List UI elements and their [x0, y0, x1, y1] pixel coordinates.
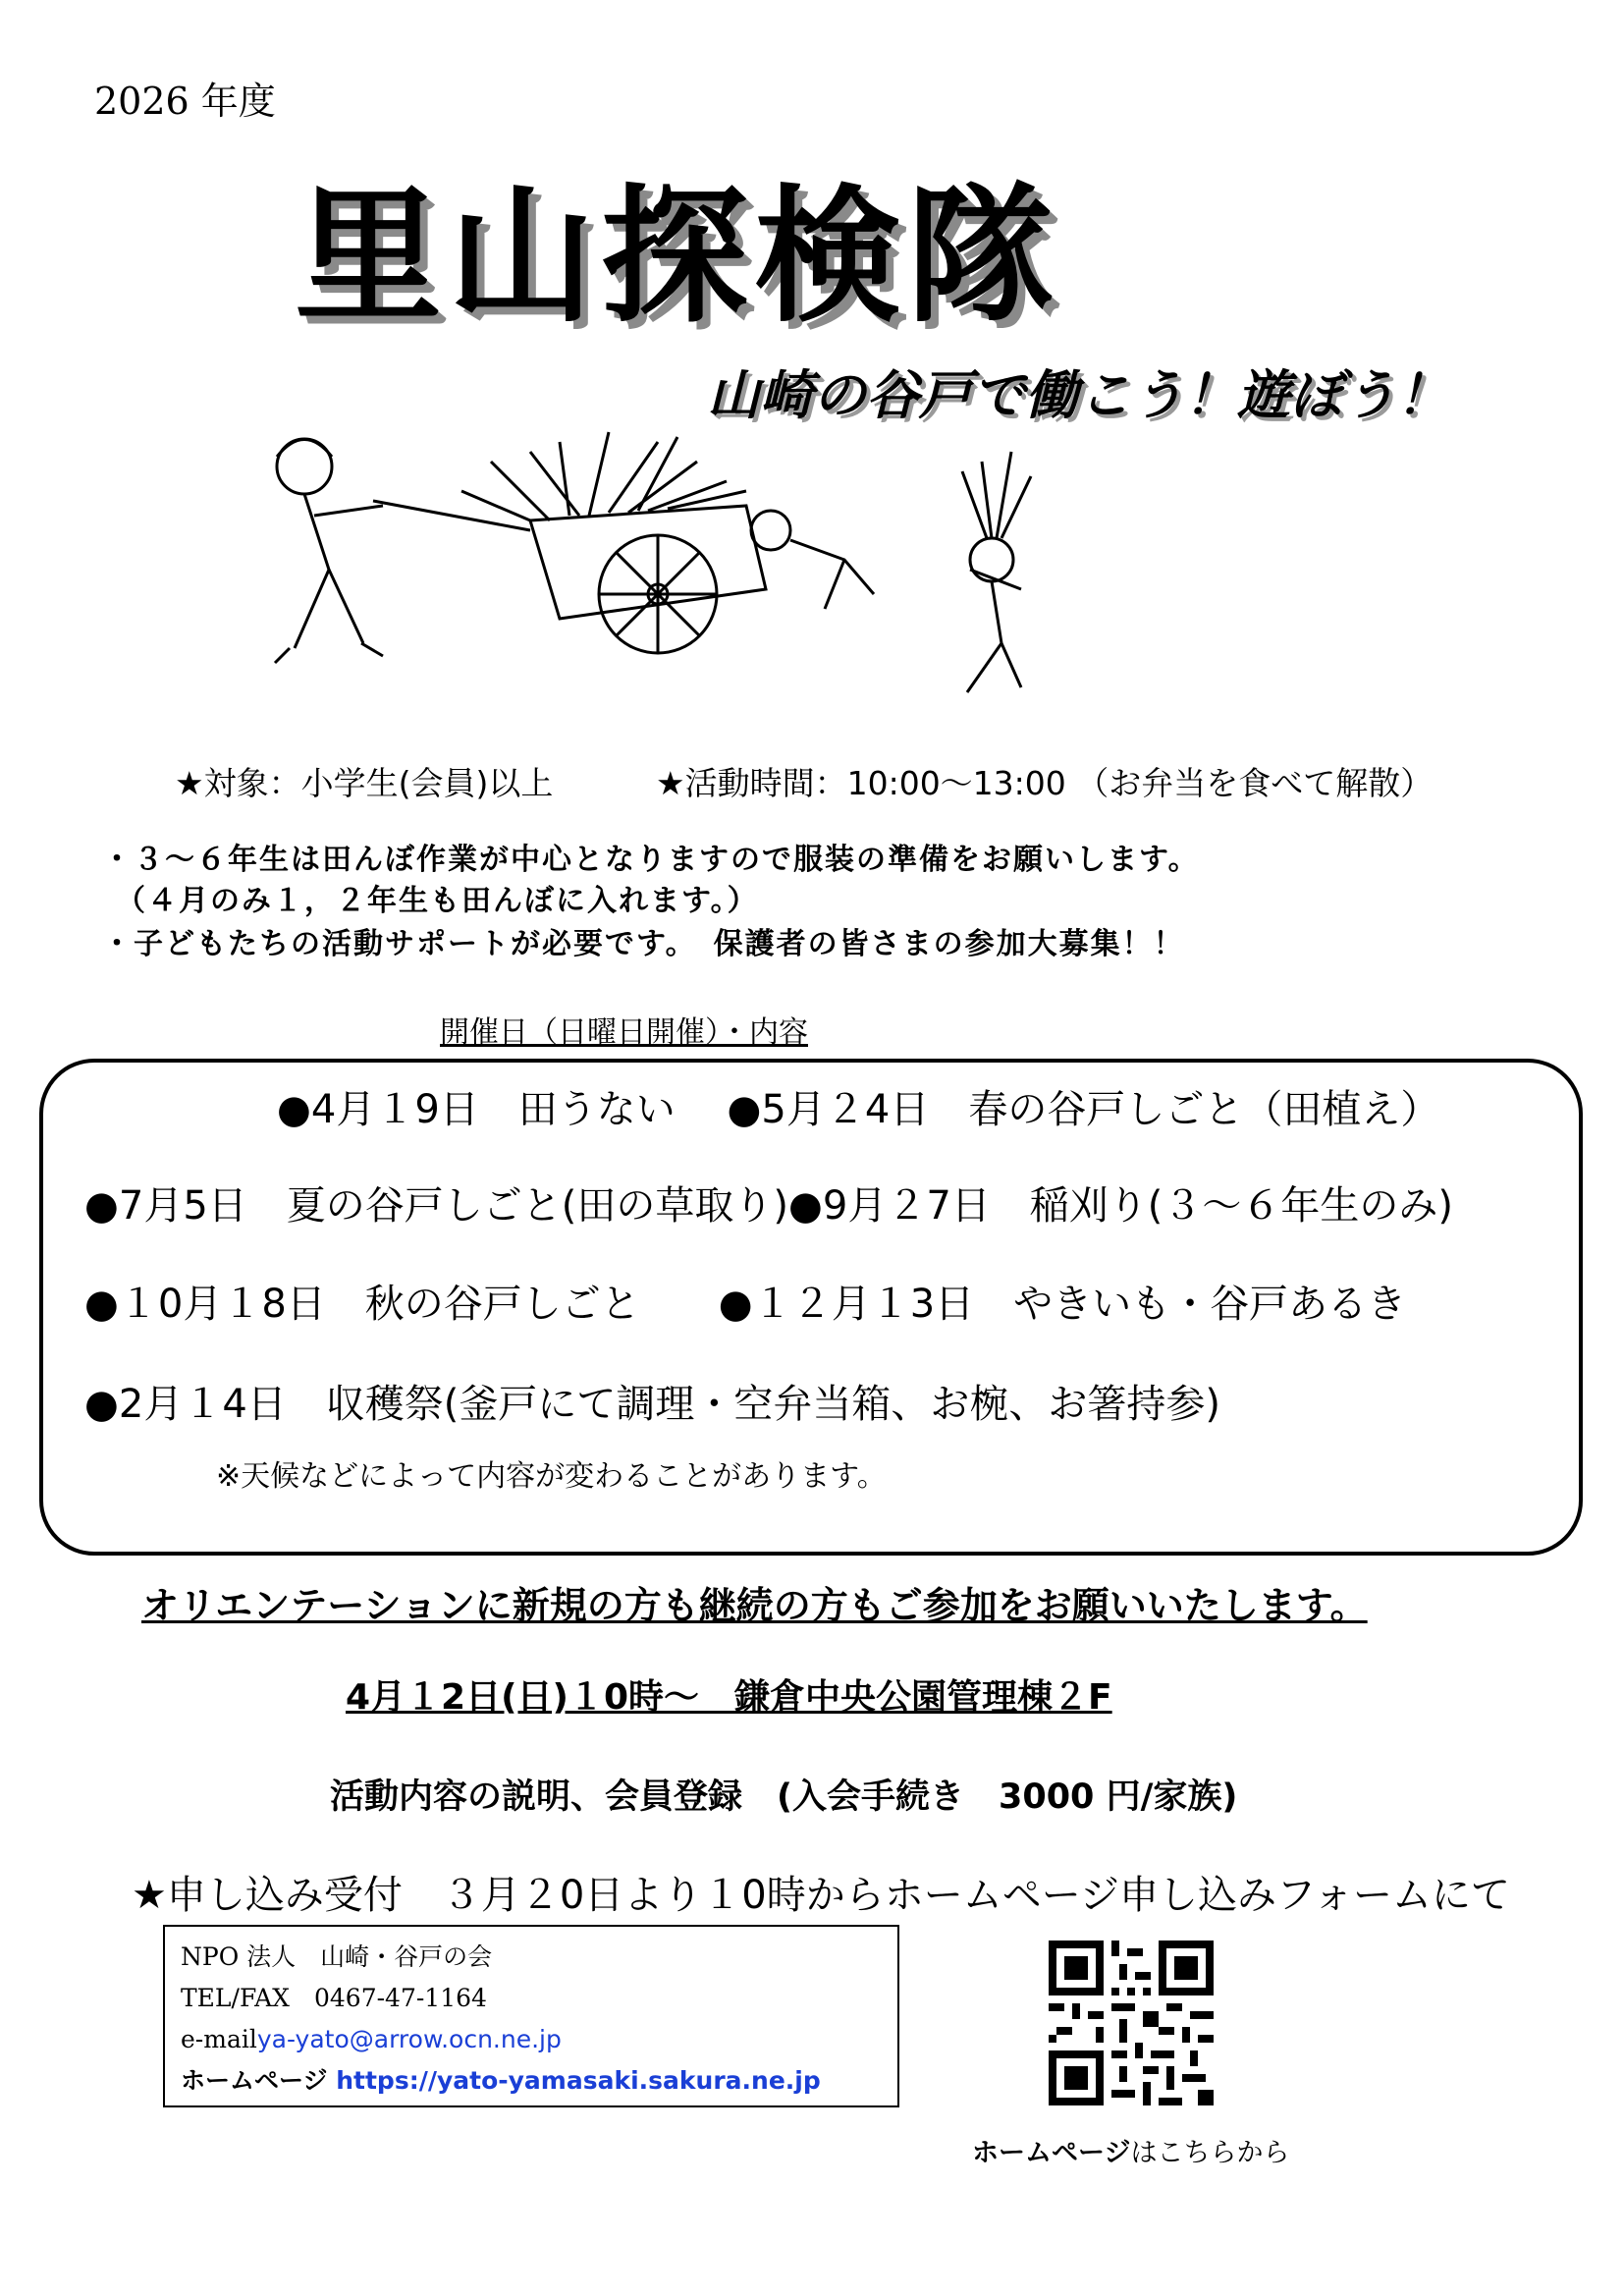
orientation-date: 4月１2日(日)１0時～ 鎌倉中央公園管理棟２F [346, 1677, 1112, 1718]
email-label: e-mail [181, 2025, 257, 2053]
schedule-heading: 開催日（日曜日開催）・内容 [440, 1015, 808, 1050]
page-subtitle: 山崎の谷戸で働こう！遊ぼう！ [707, 364, 1449, 426]
qr-caption [972, 2131, 1289, 2169]
application-info: ★申し込み受付 ３月２0日より１0時からホームページ申し込みフォームにて [132, 1873, 1510, 1918]
note-line: ・３～６年生は田んぼ作業が中心となりますので服装の準備をお願いします。 [102, 843, 1200, 877]
schedule-note: ※天候などによって内容が変わることがあります。 [216, 1459, 887, 1494]
contact-box [163, 1925, 899, 2107]
year-label: 2026 年度 [94, 80, 276, 123]
note-line: （４月のみ１，２年生も田んぼに入れます。） [116, 884, 759, 918]
homepage-row [181, 2060, 882, 2102]
schedule-line: ●１0月１8日 秋の谷戸しごと ●１２月１3日 やきいも・谷戸あるき [84, 1282, 1407, 1327]
schedule-line: ●4月１9日 田うない ●5月２4日 春の谷戸しごと（田植え） [277, 1087, 1440, 1132]
note-line: ・子どもたちの活動サポートが必要です。 保護者の皆さまの参加大募集！！ [102, 927, 1185, 961]
qr-code-icon[interactable] [1049, 1941, 1214, 2105]
tel-fax: TEL/FAX 0467-47-1164 [181, 1984, 487, 2012]
email-link[interactable]: ya-yato@arrow.ocn.ne.jp [256, 2025, 562, 2053]
org-name: NPO 法人 山崎・谷戸の会 [181, 1942, 493, 1971]
target-info: ★対象：小学生(会員)以上 [175, 764, 554, 802]
homepage-label: ホームページ [181, 2066, 337, 2095]
schedule-line: ●2月１4日 収穫祭(釜戸にて調理・空弁当箱、お椀、お箸持参) [84, 1382, 1221, 1427]
qr-caption-bold: ホームページ [972, 2138, 1131, 2168]
qr-caption-rest: はこちらから [1130, 2138, 1290, 2168]
email-row [181, 2019, 882, 2060]
page-title: 里山探検隊 [295, 172, 1061, 343]
homepage-link[interactable]: https://yato-yamasaki.sakura.ne.jp [336, 2066, 821, 2095]
schedule-line: ●7月5日 夏の谷戸しごと(田の草取り)●9月２7日 稲刈り(３～６年生のみ) [84, 1183, 1454, 1229]
illustration [236, 422, 1139, 717]
hours-info: ★活動時間：10:00～13:00 （お弁当を食べて解散） [656, 764, 1434, 802]
orientation-headline: オリエンテーションに新規の方も継続の方もご参加をお願いいたします。 [141, 1584, 1368, 1627]
orientation-description: 活動内容の説明、会員登録 (入会手続き 3000 円/家族) [330, 1777, 1238, 1817]
